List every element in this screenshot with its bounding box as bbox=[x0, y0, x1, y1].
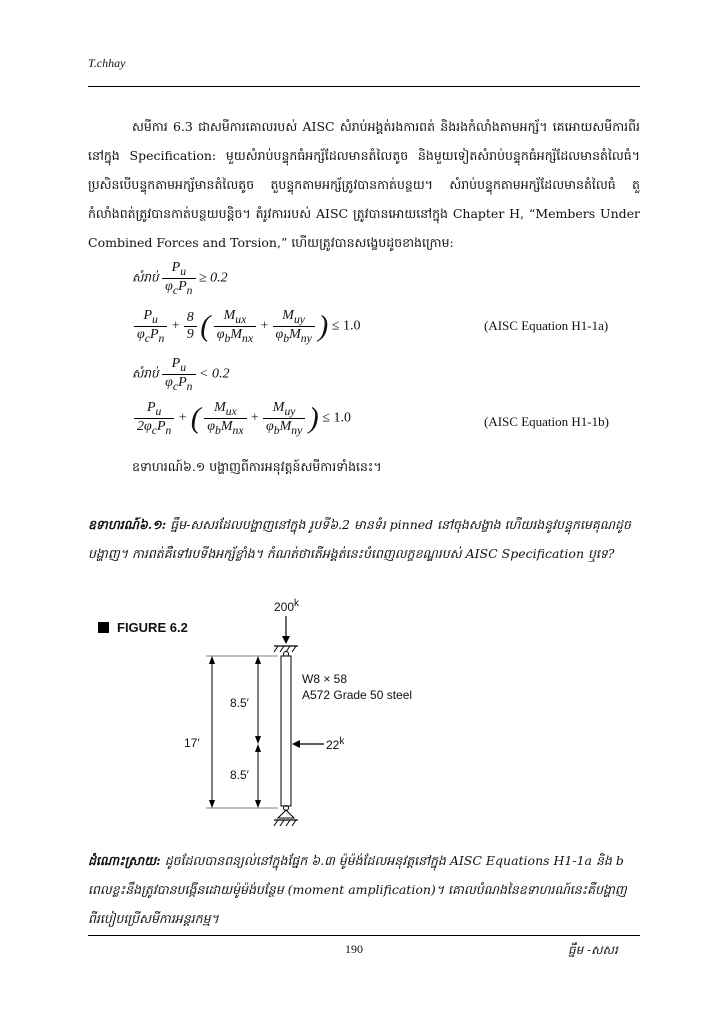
footer-rule bbox=[88, 935, 640, 936]
condition-2 bbox=[132, 356, 229, 393]
steel-label: A572 Grade 50 steel bbox=[302, 688, 413, 702]
cond1-rhs: ≥ 0.2 bbox=[199, 270, 228, 286]
ratio-pu-phipn-2: $\frac{P_u}{\varphi_cP_n}$ bbox=[162, 356, 195, 393]
solution-paragraph bbox=[88, 846, 640, 933]
for-label-1: សំរាប់ bbox=[132, 270, 159, 285]
solution-text: ដូចដែលបានពន្យល់នៅក្នុងផ្នែក ៦.៣ ម៉ូម៉ង់ដែលអនុវត្តនៅក្នុង AISC Equations H1-1a និង b ពេលខ្លះនឹងត្រូវបានបង្កើនដោយម៉ូម៉ង់បន្ថែម (moment amplification)។ គោលបំណងនៃឧទាហរណ៍នេះគឺបង្ហាញពីរបៀបប្រើសមីការអន្តរកម្ម។ bbox=[88, 853, 627, 926]
example-title: ឧទាហរណ៍៦.១: bbox=[88, 517, 167, 532]
eq1-label: (AISC Equation H1-1a) bbox=[484, 318, 609, 333]
figure-title: FIGURE 6.2 bbox=[98, 620, 188, 635]
condition-1 bbox=[132, 260, 228, 297]
footer-title: ធ្នឹម -សសរ bbox=[568, 943, 618, 957]
top-load-label: 200$^k$ bbox=[274, 598, 300, 614]
example-text: ធ្នឹម-សសរដែលបង្ហាញនៅក្នុង រូបទី៦.2 មានទំរ pinned នៅចុងសង្ខាង ហើយរងនូវបន្ទុកមេគុណដូចបង្ហាញ។ ការពត់គឺទៅរបទីងអក្ស័ខ្លាំង។ កំណត់ថាតើអង្គត់នេះបំពេញលក្ខខណ្ឌរបស់ AISC Specification ឬទេ? bbox=[88, 517, 631, 561]
header-author: T.chhay bbox=[88, 56, 126, 70]
coef-8: 8 bbox=[184, 310, 197, 327]
intro-text: សមីការ 6.3 ជាសមីការគោលរបស់ AISC សំរាប់អង្គត់រងការពត់ និងរងកំលាំងតាមអក្ស័។ គេអោយសមីការពីរនៅក្នុង Specification: មួយសំរាប់បន្ទុកធំអក្ស័ដែលមានតំលៃតូច និងមួយទៀតសំរាប់បន្ទុកធំអក្ស័ដែលមានតំលៃធំ។ ប្រសិនបើបន្ទុកតាមអក្ស័មានតំលៃតូច តួបន្ទុកតាមអក្ស័ត្រូវបានកាត់បន្ថយ។ សំរាប់បន្ទុកតាមអក្ស័ដែលមានតំលៃធំ តួកំលាំងពត់ត្រូវបានកាត់បន្ថយបន្តិច។ តំរូវការរបស់ AISC ត្រូវបានអោយនៅក្នុង Chapter H, “Members Under Combined Forces and Torsion,” ហើយត្រូវបានសង្ខេបដូចខាងក្រោម: bbox=[88, 119, 640, 250]
header-rule bbox=[88, 86, 640, 87]
ineq-rhs-1: ≤ 1.0 bbox=[331, 318, 361, 334]
column-diagram bbox=[88, 598, 648, 828]
dim-lower-label: 8.5′ bbox=[230, 768, 249, 782]
side-load-label: 22$^k$ bbox=[326, 736, 345, 752]
example-paragraph bbox=[88, 510, 640, 568]
ratio-pu-phipn-1: $\frac{P_u}{\varphi_cP_n}$ bbox=[162, 260, 195, 297]
ineq-rhs-2: ≤ 1.0 bbox=[322, 410, 351, 426]
intro-paragraph bbox=[88, 112, 640, 257]
equation-h1-1a: $\frac{P_u}{\varphi_cP_n}$ + $\frac{8}{9}$ ( $\frac{M_{ux}}{\varphi_bM_{nx}}$ + $\frac{M_{uy}}{\varphi_bM_{ny}}$ ) ≤ 1.0 bbox=[134, 308, 360, 345]
cond2-rhs: < 0.2 bbox=[199, 366, 230, 382]
dim-upper-label: 8.5′ bbox=[230, 696, 249, 710]
page-number: 190 bbox=[345, 942, 363, 956]
dim-total-label: 17′ bbox=[184, 736, 200, 750]
equation-h1-1b: $\frac{P_u}{2\varphi_cP_n}$ + ( $\frac{M_{ux}}{\varphi_bM_{nx}}$ + $\frac{M_{uy}}{\varphi_bM_{ny}}$ ) ≤ 1.0 bbox=[134, 400, 351, 437]
solution-title: ដំណោះស្រាយ: bbox=[88, 853, 161, 868]
eq2-label: (AISC Equation H1-1b) bbox=[484, 414, 609, 429]
figure-6-2 bbox=[88, 598, 648, 828]
for-label-2: សំរាប់ bbox=[132, 366, 159, 381]
coef-9: 9 bbox=[186, 326, 194, 342]
equation-note: ឧទាហរណ៍៦.១ បង្ហាញពីការអនុវត្តន៍សមីការទាំងនេះ។ bbox=[132, 459, 382, 474]
section-label: W8 × 58 bbox=[302, 672, 348, 686]
